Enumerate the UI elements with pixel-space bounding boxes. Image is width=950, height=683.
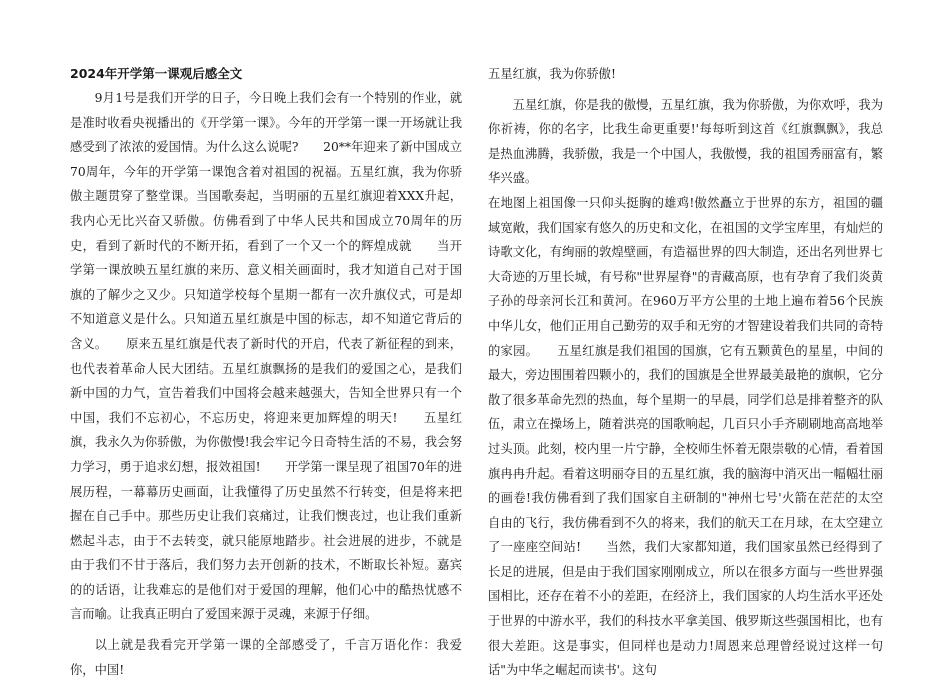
- paragraph: 在地图上祖国像一只仰头挺胸的雄鸡!傲然矗立于世界的东方，祖国的疆域宽敞，我们国家有悠久的历史和文化，在祖国的文学宝库里，有灿烂的诗歌文化，有绚丽的敦煌壁画，有造福世界的四大制造，还出名列世界七大奇迹的万里长城，有号称"世界屋脊"的青藏高原，也有孕育了我们炎黄子孙的母亲河长江和黄河。在960万平方公里的土地上遍布着56个民族中华儿女，他们正用自己勤劳的双手和无穷的才智建设着我们共同的奇特的家园。 五星红旗是我们祖国的国旗，它有五颗黄色的星星，中间的最大，旁边围围着四颗小的，我们的国旗是全世界最美最艳的旗帜，它分散了很多革命先烈的热血，每个星期一的早晨，同学们总是排着整齐的队伍，肃立在操场上，随着洪亮的国歌响起，几百只小手齐刷刷地高高地举过头顶。此刻，校内里一片宁静，全校师生怀着无限崇敬的心情，看着国旗冉冉升起。看着这明丽夺目的五星红旗，我的脑海中消灭出一幅幅壮丽的画卷!我仿佛看到了我们国家自主研制的"神州七号'火箭在茫茫的太空自由的飞行，我仿佛看到不久的将来，我们的航天工在月球，在太空建立了一座座空间站! 当然，我们大家都知道，我们国家虽然已经得到了长足的进展，但是由于我们国家刚刚成立，所以在很多方面与一些世界强国相比，还存在着不小的差距，在经济上，我们国家的人均生活水平还处于世界的中游水平，我们的科技水平拿美国、俄罗斯这些强国相比，也有很大差距。这是事实，但同样也是动力!周恩来总理曾经说过这样一句话"为中华之崛起而读书'。这句: [488, 195, 883, 678]
- paragraph: 五星红旗，你是我的傲慢，五星红旗，我为你骄傲，为你欢呼，我为你祈祷，你的名字，比我生命更重要!'每每听到这首《红旗飘飘》，我总是热血沸腾，我骄傲，我是一个中国人，我傲慢，我的祖国秀丽富有，繁华兴盛。: [488, 97, 883, 186]
- left-column: [70, 62, 462, 682]
- paragraph: 9月1号是我们开学的日子，今日晚上我们会有一个特别的作业，就是准时收看央视播出的《开学第一课》。今年的开学第一课一开场就让我感受到了浓浓的爱国情。为什么这么说呢? 20**年迎来了新中国成立70周年，今年的开学第一课饱含着对祖国的祝福。五星红旗，我为你骄傲主题贯穿了整堂课。当国歌奏起，当明丽的五星红旗迎着XXX升起，我内心无比兴奋又骄傲。仿佛看到了中华人民共和国成立70周年的历史，看到了新时代的不断开拓，看到了一个又一个的辉煌成就 当开学第一课放映五星红旗的来历、意义相关画面时，我才知道自己对于国旗的了解少之又少。只知道学校每个星期一都有一次升旗仪式，可是却不知道意义是什么。只知道五星红旗是中国的标志，却不知道它背后的含义。 原来五星红旗是代表了新时代的开启，代表了新征程的到来，也代表着革命人民大团结。五星红旗飘扬的是我们的爱国之心，是我们新中国的力气，宣告着我们中国将会越来越强大，告知全世界只有一个中国，我们不忘初心，不忘历史，将迎来更加辉煌的明天! 五星红旗，我永久为你骄傲，为你傲慢!我会牢记今日奇特生活的不易，我会努力学习，勇于追求幻想，报效祖国! 开学第一课呈现了祖国70年的进展历程，一幕幕历史画面，让我懂得了历史虽然不行转变，但是将来把握在自己手中。那些历史让我们哀痛过，让我们懊丧过，也让我们重新燃起斗志，由于不去转变，就只能原地踏步。社会进展的进步，不就是由于我们不甘于落后，我们努力去开创新的技术，不断取长补短。嘉宾的的话语，让我难忘的是他们对于爱国的理解，他们心中的酷热忧感不言而喻。让我真正明白了爱国来源于灵魂，来源于仔细。: [70, 91, 462, 622]
- document-title: 2024年开学第一课观后感全文: [70, 66, 243, 81]
- paragraph: 五星红旗，我为你骄傲!: [488, 67, 616, 81]
- paragraph: 以上就是我看完开学第一课的全部感受了，千言万语化作：我爱你，中国!: [70, 638, 462, 677]
- right-column: [488, 62, 883, 683]
